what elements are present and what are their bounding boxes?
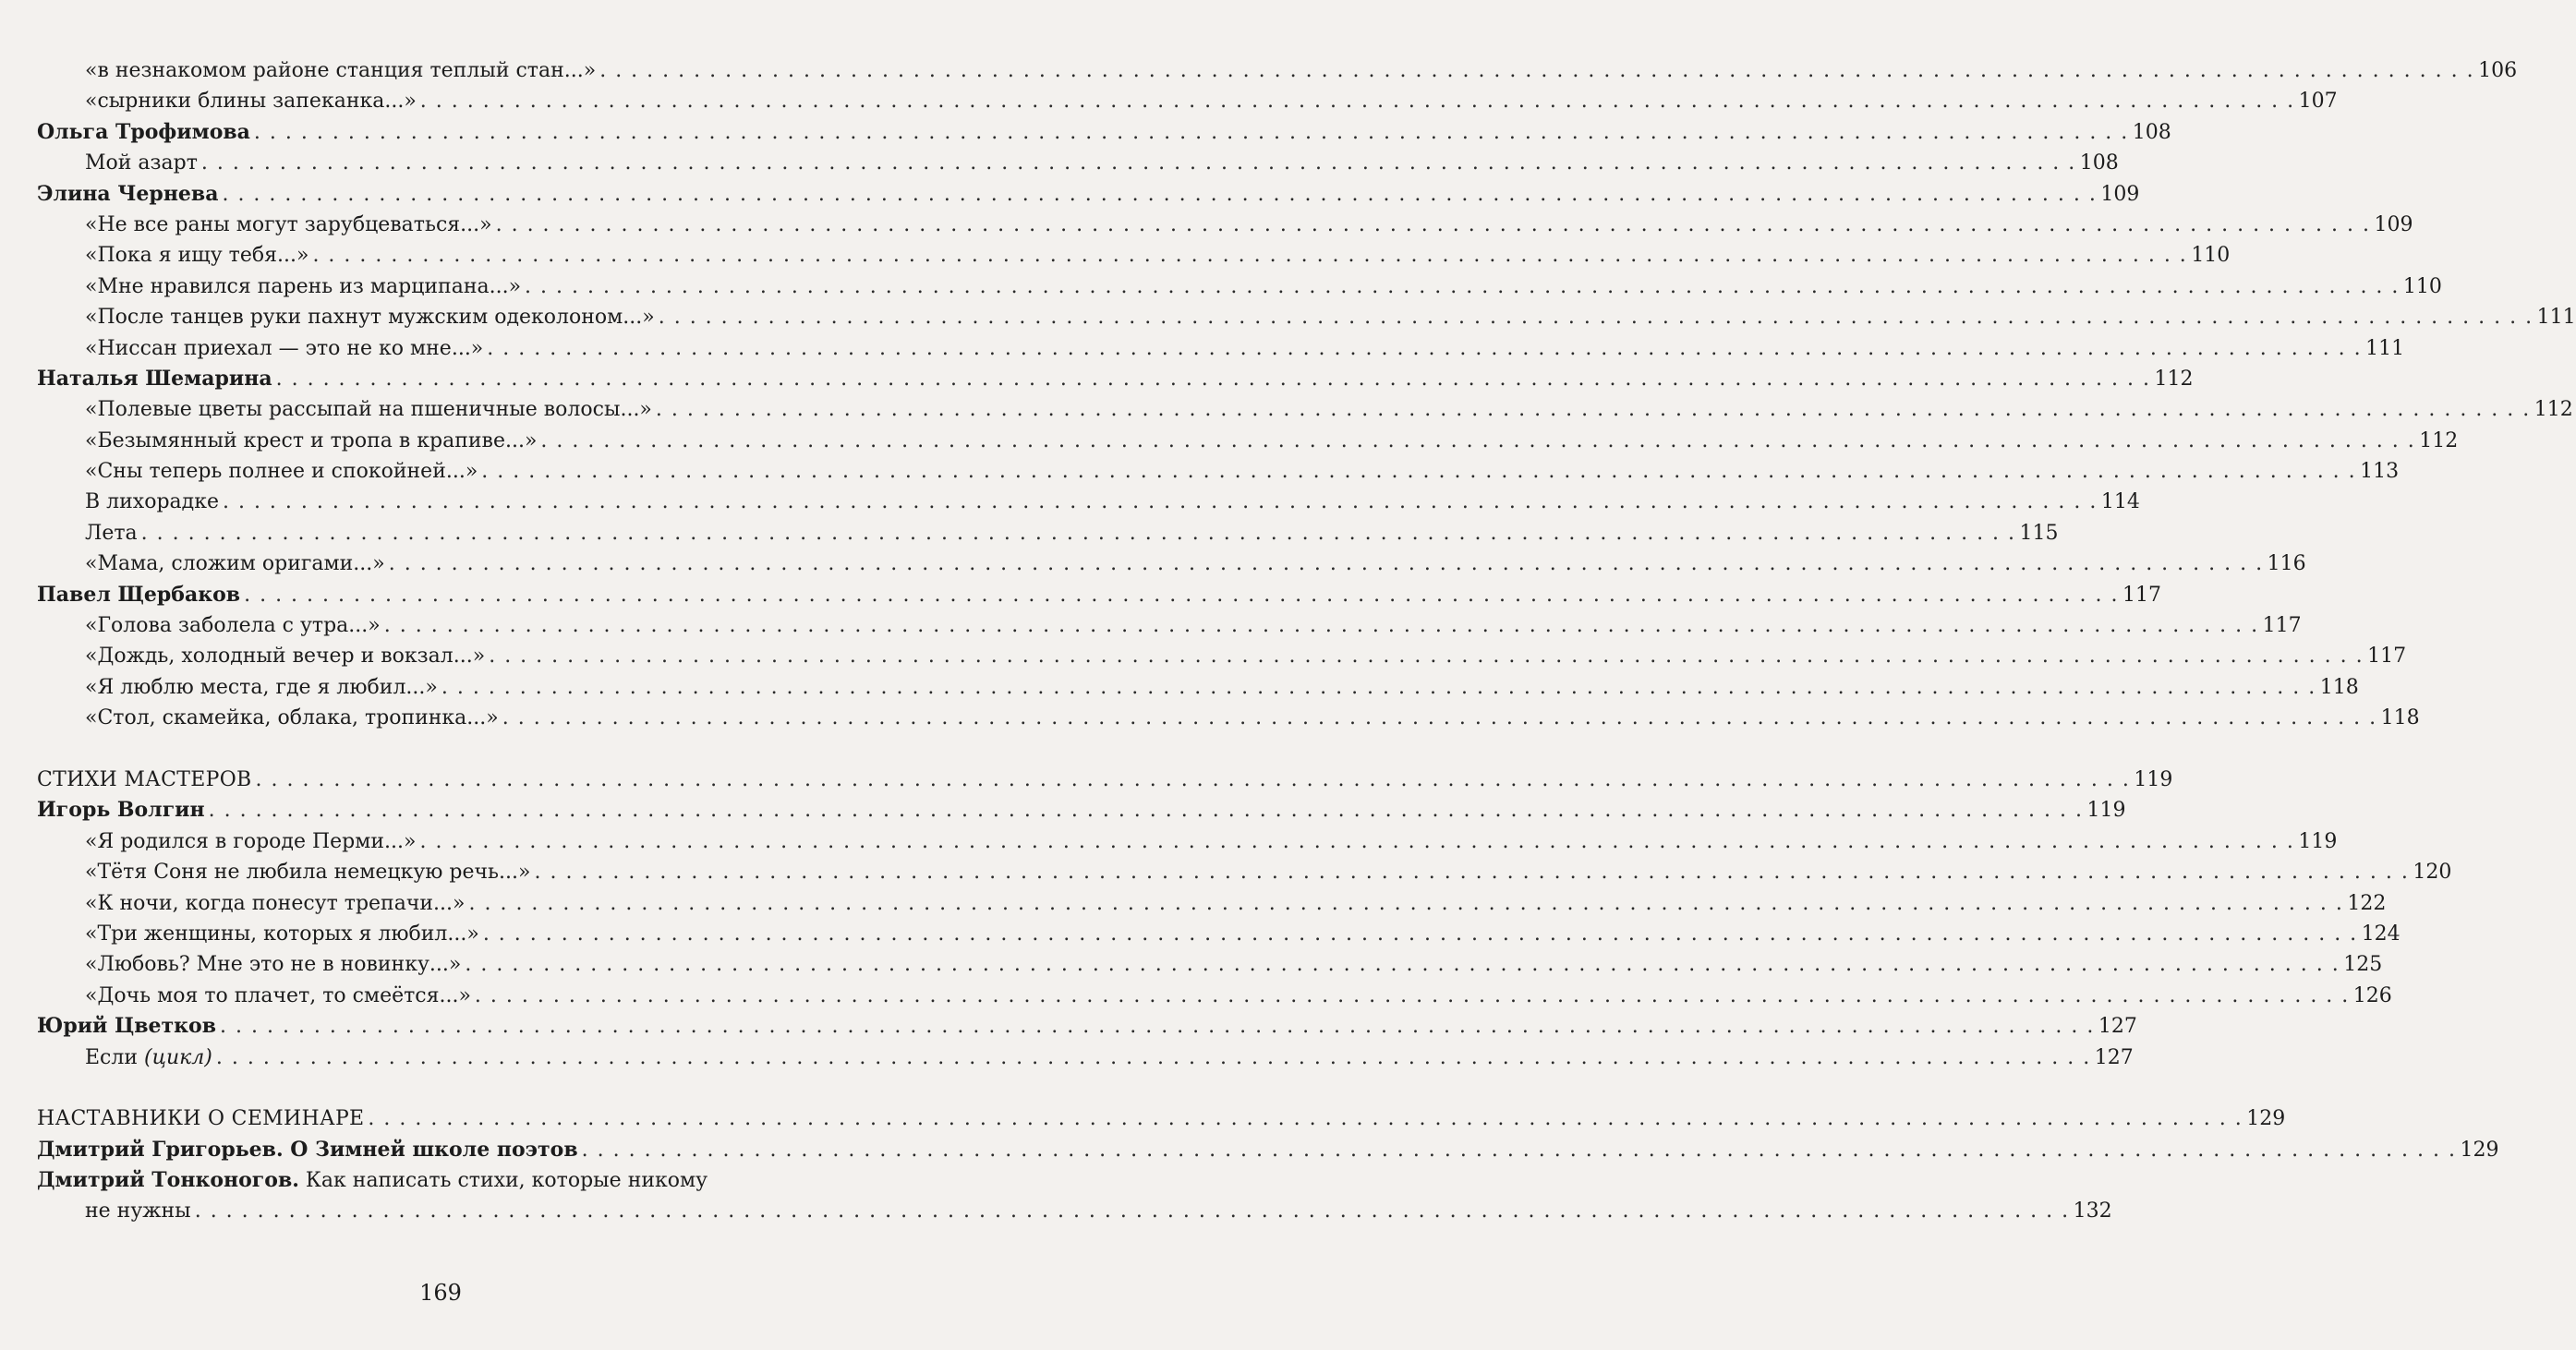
dot-leader: . . . . . . . . . . . . . . . . . . . . . . . . . . . . . . . . . . . . . . . . . . . . . . . . . . . . . . . . . . . . . . . . . . . . . . . . . . . . . . . . . . . . . . . . . . . . . . . . . . . . . . . . . . . . . . . . . . . . . . . . xyxy=(215,1045,2091,1069)
toc-row-author xyxy=(37,117,2171,148)
author-name: Павел Щербаков xyxy=(37,582,241,607)
author-name: Дмитрий Тонконогов. xyxy=(37,1168,299,1193)
dot-leader: . . . . . . . . . . . . . . . . . . . . . . . . . . . . . . . . . . . . . . . . . . . . . . . . . . . . . . . . . . . . . . . . . . . . . . . . . . . . . . . . . . . . . . . . . . . . . . . . . . . . . . . . . . . . . . . . . . . . . . . . xyxy=(599,59,2475,82)
toc-page-number: 118 xyxy=(2319,675,2359,699)
dot-leader: . . . . . . . . . . . . . . . . . . . . . . . . . . . . . . . . . . . . . . . . . . . . . . . . . . . . . . . . . . . . . . . . . . . . . . . . . . . . . . . . . . . . . . . . . . . . . . . . . . . . . . . . . . . . . . . . . . . . . . . . xyxy=(481,460,2357,484)
poem-title: «К ночи, когда понесут трепачи...» xyxy=(85,891,466,915)
poem-title: «Полевые цветы рассыпай на пшеничные волосы...» xyxy=(85,398,652,422)
dot-leader: . . . . . . . . . . . . . . . . . . . . . . . . . . . . . . . . . . . . . . . . . . . . . . . . . . . . . . . . . . . . . . . . . . . . . . . . . . . . . . . . . . . . . . . . . . . . . . . . . . . . . . . . . . . . . . . . . . . . . . . . xyxy=(388,552,2264,576)
table-of-contents xyxy=(37,55,2576,1227)
page-number: 169 xyxy=(419,1280,462,1306)
essay-title: Как написать стихи, которые никому xyxy=(305,1169,708,1193)
toc-row-poem xyxy=(37,548,2306,579)
dot-leader: . . . . . . . . . . . . . . . . . . . . . . . . . . . . . . . . . . . . . . . . . . . . . . . . . . . . . . . . . . . . . . . . . . . . . . . . . . . . . . . . . . . . . . . . . . . . . . . . . . . . . . . . . . . . . . . . . . . . . . . . xyxy=(534,861,2410,885)
dot-leader: . . . . . . . . . . . . . . . . . . . . . . . . . . . . . . . . . . . . . . . . . . . . . . . . . . . . . . . . . . . . . . . . . . . . . . . . . . . . . . . . . . . . . . . . . . . . . . . . . . . . . . . . . . . . . . . . . . . . . . . . xyxy=(200,151,2076,175)
toc-row-poem xyxy=(37,641,2407,671)
toc-page-number: 112 xyxy=(2419,428,2459,452)
toc-row-poem xyxy=(37,610,2302,641)
toc-page-number: 120 xyxy=(2413,861,2452,885)
toc-page-number: 119 xyxy=(2134,767,2173,791)
toc-row-poem xyxy=(37,919,2401,949)
dot-leader: . . . . . . . . . . . . . . . . . . . . . . . . . . . . . . . . . . . . . . . . . . . . . . . . . . . . . . . . . . . . . . . . . . . . . . . . . . . . . . . . . . . . . . . . . . . . . . . . . . . . . . . . . . . . . . . . . . . . . . . . xyxy=(208,799,2084,823)
toc-page-number: 115 xyxy=(2019,521,2059,545)
toc-row-poem xyxy=(37,210,2413,240)
dot-leader: . . . . . . . . . . . . . . . . . . . . . . . . . . . . . . . . . . . . . . . . . . . . . . . . . . . . . . . . . . . . . . . . . . . . . . . . . . . . . . . . . . . . . . . . . . . . . . . . . . . . . . . . . . . . . . . . . . . . . . . . xyxy=(255,767,2131,791)
toc-page-number: 109 xyxy=(2374,212,2413,236)
toc-page-number: 109 xyxy=(2100,182,2140,206)
toc-row-section xyxy=(37,1103,2286,1134)
toc-page-number: 126 xyxy=(2352,983,2392,1007)
dot-leader: . . . . . . . . . . . . . . . . . . . . . . . . . . . . . . . . . . . . . . . . . . . . . . . . . . . . . . . . . . . . . . . . . . . . . . . . . . . . . . . . . . . . . . . . . . . . . . . . . . . . . . . . . . . . . . . . . . . . . . . . xyxy=(253,120,2129,144)
toc-page-number: 106 xyxy=(2478,59,2518,82)
author-name: Дмитрий Григорьев. xyxy=(37,1137,284,1162)
dot-leader: . . . . . . . . . . . . . . . . . . . . . . . . . . . . . . . . . . . . . . . . . . . . . . . . . . . . . . . . . . . . . . . . . . . . . . . . . . . . . . . . . . . . . . . . . . . . . . . . . . . . . . . . . . . . . . . . . . . . . . . . xyxy=(140,521,2016,545)
essay-title-continued: не нужны xyxy=(85,1199,191,1223)
toc-page-number: 127 xyxy=(2094,1045,2134,1069)
poem-title: «Дождь, холодный вечер и вокзал...» xyxy=(85,645,486,669)
dot-leader: . . . . . . . . . . . . . . . . . . . . . . . . . . . . . . . . . . . . . . . . . . . . . . . . . . . . . . . . . . . . . . . . . . . . . . . . . . . . . . . . . . . . . . . . . . . . . . . . . . . . . . . . . . . . . . . . . . . . . . . . xyxy=(525,274,2400,298)
author-name: Юрий Цветков xyxy=(37,1014,217,1039)
essay-title: О Зимней школе поэтов xyxy=(290,1137,578,1162)
author-name: Ольга Трофимова xyxy=(37,119,250,144)
toc-row-poem xyxy=(37,487,2140,517)
toc-page-number: 111 xyxy=(2536,306,2576,330)
toc-page-number: 117 xyxy=(2262,614,2302,638)
toc-row-author xyxy=(37,179,2140,210)
toc-row-poem xyxy=(37,981,2392,1011)
toc-page-number: 112 xyxy=(2154,367,2194,391)
poem-title: «Тётя Соня не любила немецкую речь...» xyxy=(85,861,531,885)
toc-entry-label xyxy=(37,1165,707,1196)
dot-leader: . . . . . . . . . . . . . . . . . . . . . . . . . . . . . . . . . . . . . . . . . . . . . . . . . . . . . . . . . . . . . . . . . . . . . . . . . . . . . . . . . . . . . . . . . . . . . . . . . . . . . . . . . . . . . . . . . . . . . . . . xyxy=(312,244,2188,268)
dot-leader: . . . . . . . . . . . . . . . . . . . . . . . . . . . . . . . . . . . . . . . . . . . . . . . . . . . . . . . . . . . . . . . . . . . . . . . . . . . . . . . . . . . . . . . . . . . . . . . . . . . . . . . . . . . . . . . . . . . . . . . . xyxy=(220,1015,2095,1039)
author-name: Наталья Шемарина xyxy=(37,366,272,391)
toc-page-number: 127 xyxy=(2098,1015,2137,1039)
toc-row-essay xyxy=(37,1165,796,1196)
poem-title: «Я люблю места, где я любил...» xyxy=(85,675,438,699)
toc-row-author xyxy=(37,795,2126,826)
dot-leader: . . . . . . . . . . . . . . . . . . . . . . . . . . . . . . . . . . . . . . . . . . . . . . . . . . . . . . . . . . . . . . . . . . . . . . . . . . . . . . . . . . . . . . . . . . . . . . . . . . . . . . . . . . . . . . . . . . . . . . . . xyxy=(502,706,2377,730)
toc-row-poem xyxy=(37,518,2059,548)
poem-title xyxy=(37,1043,212,1073)
toc-row-poem xyxy=(37,148,2119,178)
toc-row-poem xyxy=(37,826,2338,857)
toc-row-essay xyxy=(37,1135,2499,1165)
toc-page-number: 116 xyxy=(2267,552,2306,576)
dot-leader: . . . . . . . . . . . . . . . . . . . . . . . . . . . . . . . . . . . . . . . . . . . . . . . . . . . . . . . . . . . . . . . . . . . . . . . . . . . . . . . . . . . . . . . . . . . . . . . . . . . . . . . . . . . . . . . . . . . . . . . . xyxy=(419,90,2295,114)
toc-entry-label xyxy=(37,1135,578,1165)
toc-page-number: 129 xyxy=(2460,1138,2499,1162)
poem-title: «После танцев руки пахнут мужским одеколоном...» xyxy=(85,306,655,330)
poem-title: Мой азарт xyxy=(85,151,198,175)
toc-row-poem xyxy=(37,333,2405,364)
toc-row-poem xyxy=(37,302,2576,332)
toc-page-number: 114 xyxy=(2100,490,2140,514)
dot-leader: . . . . . . . . . . . . . . . . . . . . . . . . . . . . . . . . . . . . . . . . . . . . . . . . . . . . . . . . . . . . . . . . . . . . . . . . . . . . . . . . . . . . . . . . . . . . . . . . . . . . . . . . . . . . . . . . . . . . . . . . xyxy=(222,490,2098,514)
poem-title-note: (цикл) xyxy=(144,1045,212,1069)
poem-title: «Три женщины, которых я любил...» xyxy=(85,922,479,946)
toc-row-poem xyxy=(37,456,2400,487)
poem-title-text: Если xyxy=(85,1045,139,1069)
toc-row-poem xyxy=(37,857,2452,887)
poem-title: «Безымянный крест и тропа в крапиве...» xyxy=(85,428,538,452)
toc-page-number: 124 xyxy=(2361,922,2401,946)
poem-title: «Сны теперь полнее и спокойней...» xyxy=(85,460,478,484)
dot-leader: . . . . . . . . . . . . . . . . . . . . . . . . . . . . . . . . . . . . . . . . . . . . . . . . . . . . . . . . . . . . . . . . . . . . . . . . . . . . . . . . . . . . . . . . . . . . . . . . . . . . . . . . . . . . . . . . . . . . . . . . xyxy=(655,398,2531,422)
dot-leader: . . . . . . . . . . . . . . . . . . . . . . . . . . . . . . . . . . . . . . . . . . . . . . . . . . . . . . . . . . . . . . . . . . . . . . . . . . . . . . . . . . . . . . . . . . . . . . . . . . . . . . . . . . . . . . . . . . . . . . . . xyxy=(368,1107,2243,1131)
dot-leader: . . . . . . . . . . . . . . . . . . . . . . . . . . . . . . . . . . . . . . . . . . . . . . . . . . . . . . . . . . . . . . . . . . . . . . . . . . . . . . . . . . . . . . . . . . . . . . . . . . . . . . . . . . . . . . . . . . . . . . . . xyxy=(468,891,2344,915)
poem-title: «Мне нравился парень из марципана...» xyxy=(85,274,522,298)
dot-leader: . . . . . . . . . . . . . . . . . . . . . . . . . . . . . . . . . . . . . . . . . . . . . . . . . . . . . . . . . . . . . . . . . . . . . . . . . . . . . . . . . . . . . . . . . . . . . . . . . . . . . . . . . . . . . . . . . . . . . . . . xyxy=(275,367,2151,391)
toc-page-number: 132 xyxy=(2073,1199,2112,1223)
toc-row-author xyxy=(37,364,2194,394)
toc-row-poem xyxy=(37,55,2518,86)
dot-leader: . . . . . . . . . . . . . . . . . . . . . . . . . . . . . . . . . . . . . . . . . . . . . . . . . . . . . . . . . . . . . . . . . . . . . . . . . . . . . . . . . . . . . . . . . . . . . . . . . . . . . . . . . . . . . . . . . . . . . . . . xyxy=(482,922,2358,946)
toc-row-essay-cont xyxy=(37,1196,2112,1226)
author-name: Игорь Волгин xyxy=(37,798,205,823)
toc-row-poem xyxy=(37,888,2387,919)
toc-page-number: 117 xyxy=(2367,645,2407,669)
toc-row-author xyxy=(37,580,2161,610)
toc-page-number: 112 xyxy=(2534,398,2573,422)
dot-leader: . . . . . . . . . . . . . . . . . . . . . . . . . . . . . . . . . . . . . . . . . . . . . . . . . . . . . . . . . . . . . . . . . . . . . . . . . . . . . . . . . . . . . . . . . . . . . . . . . . . . . . . . . . . . . . . . . . . . . . . . xyxy=(465,953,2340,977)
toc-row-section xyxy=(37,765,2173,795)
toc-page-number: 110 xyxy=(2402,274,2442,298)
toc-page-number: 110 xyxy=(2191,244,2231,268)
dot-leader: . . . . . . . . . . . . . . . . . . . . . . . . . . . . . . . . . . . . . . . . . . . . . . . . . . . . . . . . . . . . . . . . . . . . . . . . . . . . . . . . . . . . . . . . . . . . . . . . . . . . . . . . . . . . . . . . . . . . . . . . xyxy=(540,428,2416,452)
dot-leader: . . . . . . . . . . . . . . . . . . . . . . . . . . . . . . . . . . . . . . . . . . . . . . . . . . . . . . . . . . . . . . . . . . . . . . . . . . . . . . . . . . . . . . . . . . . . . . . . . . . . . . . . . . . . . . . . . . . . . . . . xyxy=(222,182,2098,206)
dot-leader: . . . . . . . . . . . . . . . . . . . . . . . . . . . . . . . . . . . . . . . . . . . . . . . . . . . . . . . . . . . . . . . . . . . . . . . . . . . . . . . . . . . . . . . . . . . . . . . . . . . . . . . . . . . . . . . . . . . . . . . . xyxy=(194,1199,2070,1223)
dot-leader: . . . . . . . . . . . . . . . . . . . . . . . . . . . . . . . . . . . . . . . . . . . . . . . . . . . . . . . . . . . . . . . . . . . . . . . . . . . . . . . . . . . . . . . . . . . . . . . . . . . . . . . . . . . . . . . . . . . . . . . . xyxy=(383,614,2259,638)
dot-leader: . . . . . . . . . . . . . . . . . . . . . . . . . . . . . . . . . . . . . . . . . . . . . . . . . . . . . . . . . . . . . . . . . . . . . . . . . . . . . . . . . . . . . . . . . . . . . . . . . . . . . . . . . . . . . . . . . . . . . . . . xyxy=(441,675,2316,699)
toc-row-poem xyxy=(37,271,2442,302)
poem-title: «Дочь моя то плачет, то смеётся...» xyxy=(85,983,471,1007)
dot-leader: . . . . . . . . . . . . . . . . . . . . . . . . . . . . . . . . . . . . . . . . . . . . . . . . . . . . . . . . . . . . . . . . . . . . . . . . . . . . . . . . . . . . . . . . . . . . . . . . . . . . . . . . . . . . . . . . . . . . . . . . xyxy=(658,306,2534,330)
dot-leader: . . . . . . . . . . . . . . . . . . . . . . . . . . . . . . . . . . . . . . . . . . . . . . . . . . . . . . . . . . . . . . . . . . . . . . . . . . . . . . . . . . . . . . . . . . . . . . . . . . . . . . . . . . . . . . . . . . . . . . . . xyxy=(581,1138,2457,1162)
dot-leader: . . . . . . . . . . . . . . . . . . . . . . . . . . . . . . . . . . . . . . . . . . . . . . . . . . . . . . . . . . . . . . . . . . . . . . . . . . . . . . . . . . . . . . . . . . . . . . . . . . . . . . . . . . . . . . . . . . . . . . . . xyxy=(244,583,2119,607)
poem-title: «Любовь? Мне это не в новинку...» xyxy=(85,953,462,977)
poem-title: Лета xyxy=(85,521,138,545)
toc-page-number: 111 xyxy=(2365,336,2405,360)
toc-row-poem xyxy=(37,703,2420,733)
poem-title: В лихорадке xyxy=(85,490,219,514)
toc-row-poem xyxy=(37,1043,2134,1073)
poem-title: «Я родился в городе Перми...» xyxy=(85,829,417,853)
toc-row-poem xyxy=(37,426,2459,456)
poem-title: «Ниссан приехал — это не ко мне...» xyxy=(85,336,484,360)
toc-page-number: 119 xyxy=(2086,799,2126,823)
dot-leader: . . . . . . . . . . . . . . . . . . . . . . . . . . . . . . . . . . . . . . . . . . . . . . . . . . . . . . . . . . . . . . . . . . . . . . . . . . . . . . . . . . . . . . . . . . . . . . . . . . . . . . . . . . . . . . . . . . . . . . . . xyxy=(495,212,2371,236)
toc-page-number: 125 xyxy=(2343,953,2383,977)
author-name: Элина Чернева xyxy=(37,181,219,206)
poem-title: «Мама, сложим оригами...» xyxy=(85,552,385,576)
poem-title: «Стол, скамейка, облака, тропинка...» xyxy=(85,706,499,730)
poem-title: «сырники блины запеканка...» xyxy=(85,90,417,114)
toc-row-poem xyxy=(37,394,2573,425)
dot-leader: . . . . . . . . . . . . . . . . . . . . . . . . . . . . . . . . . . . . . . . . . . . . . . . . . . . . . . . . . . . . . . . . . . . . . . . . . . . . . . . . . . . . . . . . . . . . . . . . . . . . . . . . . . . . . . . . . . . . . . . . xyxy=(489,645,2364,669)
poem-title: «в незнакомом районе станция теплый стан...» xyxy=(85,59,597,82)
toc-row-poem xyxy=(37,672,2359,703)
dot-leader: . . . . . . . . . . . . . . . . . . . . . . . . . . . . . . . . . . . . . . . . . . . . . . . . . . . . . . . . . . . . . . . . . . . . . . . . . . . . . . . . . . . . . . . . . . . . . . . . . . . . . . . . . . . . . . . . . . . . . . . . xyxy=(419,829,2295,853)
toc-page-number: 129 xyxy=(2246,1107,2286,1131)
dot-leader: . . . . . . . . . . . . . . . . . . . . . . . . . . . . . . . . . . . . . . . . . . . . . . . . . . . . . . . . . . . . . . . . . . . . . . . . . . . . . . . . . . . . . . . . . . . . . . . . . . . . . . . . . . . . . . . . . . . . . . . . xyxy=(474,983,2350,1007)
section-spacer xyxy=(37,1073,796,1103)
dot-leader: . . . . . . . . . . . . . . . . . . . . . . . . . . . . . . . . . . . . . . . . . . . . . . . . . . . . . . . . . . . . . . . . . . . . . . . . . . . . . . . . . . . . . . . . . . . . . . . . . . . . . . . . . . . . . . . . . . . . . . . . xyxy=(487,336,2363,360)
toc-row-poem xyxy=(37,240,2231,271)
poem-title: «Пока я ищу тебя...» xyxy=(85,244,309,268)
toc-page-number: 117 xyxy=(2122,583,2161,607)
toc-page-number: 107 xyxy=(2298,90,2338,114)
section-title: НАСТАВНИКИ О СЕМИНАРЕ xyxy=(37,1107,365,1131)
toc-page-number: 122 xyxy=(2347,891,2387,915)
toc-row-poem xyxy=(37,949,2383,980)
section-title: СТИХИ МАСТЕРОВ xyxy=(37,767,252,791)
toc-row-author xyxy=(37,1011,2137,1042)
section-spacer xyxy=(37,734,796,765)
toc-page-number: 118 xyxy=(2380,706,2420,730)
poem-title: «Не все раны могут зарубцеваться...» xyxy=(85,212,492,236)
toc-page-number: 108 xyxy=(2132,120,2171,144)
poem-title: «Голова заболела с утра...» xyxy=(85,614,381,638)
toc-page-number: 113 xyxy=(2360,460,2400,484)
toc-row-poem xyxy=(37,86,2338,116)
toc-page-number: 119 xyxy=(2298,829,2338,853)
toc-page-number: 108 xyxy=(2079,151,2119,175)
